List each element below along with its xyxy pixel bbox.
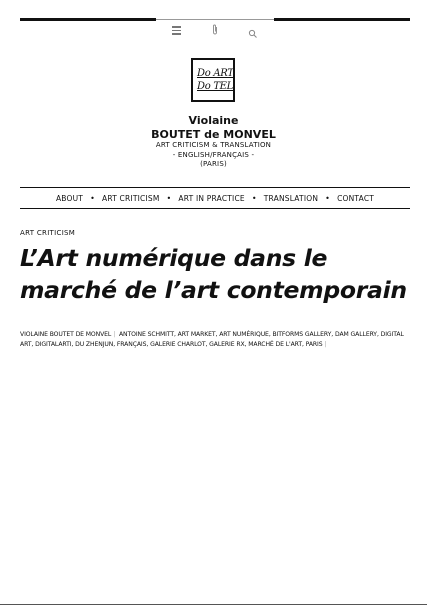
site-title-line-1[interactable]: Violaine xyxy=(188,114,239,127)
search-icon[interactable] xyxy=(248,24,262,38)
logo-line-2: Do TEL xyxy=(197,81,234,92)
tag-link[interactable]: MARCHÉ DE L'ART xyxy=(248,341,302,348)
post-title: L’Art numérique dans le marché de l’art contemporain xyxy=(20,244,407,304)
tag-link[interactable]: BITFORMS GALLERY xyxy=(272,331,332,338)
nav-item-contact[interactable]: CONTACT xyxy=(337,193,375,203)
site-logo[interactable] xyxy=(191,58,235,102)
meta-separator: | xyxy=(324,341,327,348)
post-meta: VIOLAINE BOUTET DE MONVEL | ANTOINE SCHMITT, ART MARKET, ART NUMÉRIQUE, BITFORMS GALLERY, DAM GALLERY, DIGITAL ART, DIGITALARTI, DU ZHENJUN, FRANÇAIS, GALERIE CHARLOT, GALERIE RX, MARCHÉ DE L'ART, PARIS | xyxy=(20,331,404,348)
nav-separator: • xyxy=(251,193,257,203)
menu-icon[interactable] xyxy=(170,24,184,38)
tag-link[interactable]: FRANÇAIS xyxy=(116,341,147,348)
tag-link[interactable]: DAM GALLERY xyxy=(334,331,377,338)
nav-item-translation[interactable]: TRANSLATION xyxy=(263,193,319,203)
site-tagline-line-3: (PARIS) xyxy=(200,160,227,168)
tag-link[interactable]: DIGITAL ART xyxy=(20,331,404,348)
nav-separator: • xyxy=(90,193,95,203)
header-rule-left xyxy=(20,18,156,21)
tag-link[interactable]: GALERIE RX xyxy=(209,341,245,348)
header-rule-right xyxy=(274,18,410,21)
tag-link[interactable]: GALERIE CHARLOT xyxy=(150,341,206,348)
header-rule-middle xyxy=(156,19,274,20)
site-tagline-line-1: ART CRITICISM & TRANSLATION xyxy=(155,141,272,149)
meta-separator: | xyxy=(113,331,116,338)
nav-separator: • xyxy=(325,193,331,203)
tag-link[interactable]: ANTOINE SCHMITT xyxy=(118,331,174,338)
header-icon-bar xyxy=(156,24,274,38)
tag-link[interactable]: ART NUMÉRIQUE xyxy=(219,331,269,338)
page-bottom-rule xyxy=(0,604,427,605)
site-title-line-2[interactable]: BOUTET de MONVEL xyxy=(151,128,276,141)
main-navigation xyxy=(20,187,410,209)
tag-link[interactable]: DU ZHENJUN xyxy=(75,341,114,348)
post-category-link[interactable]: ART CRITICISM xyxy=(20,229,76,237)
site-tagline-line-2: - ENGLISH/FRANÇAIS - xyxy=(172,151,255,159)
paperclip-icon[interactable] xyxy=(208,24,222,38)
tag-link[interactable]: PARIS xyxy=(305,341,323,348)
tag-link[interactable]: DIGITALARTI xyxy=(35,341,72,348)
logo-line-1: Do ART xyxy=(197,68,234,79)
nav-item-about[interactable]: ABOUT xyxy=(55,193,84,203)
tag-link[interactable]: ART MARKET xyxy=(177,331,216,338)
post-author-link[interactable]: VIOLAINE BOUTET DE MONVEL xyxy=(20,331,112,338)
nav-item-art-criticism[interactable]: ART CRITICISM xyxy=(102,193,160,203)
nav-item-art-in-practice[interactable]: ART IN PRACTICE xyxy=(178,193,245,203)
nav-separator: • xyxy=(166,193,172,203)
